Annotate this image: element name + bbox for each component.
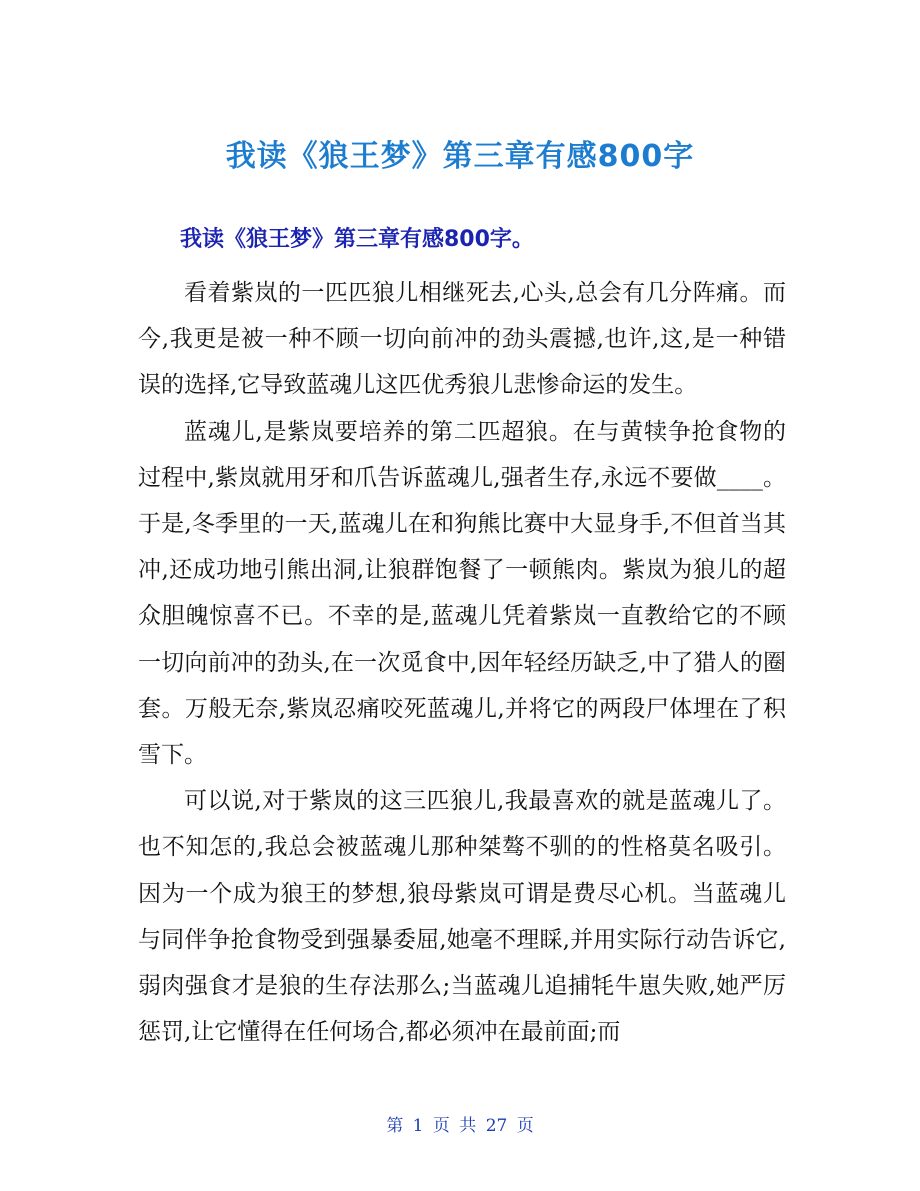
subtitle: 我读《狼王梦》第三章有感800字。 [180,227,534,252]
page-number-footer: 第 1 页 共 27 页 [386,1116,534,1136]
paragraph: 看着紫岚的一匹匹狼儿相继死去,心头,总会有几分阵痛。而今,我更是被一种不顾一切向前冲的劲头震撼,也许,这,是一种错误的选择,它导致蓝魂儿这匹优秀狼儿悲惨命运的发生。 [138,280,786,399]
paragraph: 可以说,对于紫岚的这三匹狼儿,我最喜欢的就是蓝魂儿了。也不知怎的,我总会被蓝魂儿那种桀骜不驯的的性格莫名吸引。因为一个成为狼王的梦想,狼母紫岚可谓是费尽心机。当蓝魂儿与同伴争抢食物受到强暴委屈,她毫不理睬,并用实际行动告诉它,弱肉强食才是狼的生存法那么;当蓝魂儿追捕牦牛崽失败,她严厉惩罚,让它懂得在任何场合,都必须冲在最前面;而 [138,788,786,1046]
article-body [138,270,786,1055]
paragraph: 蓝魂儿,是紫岚要培养的第二匹超狼。在与黄犊争抢食物的过程中,紫岚就用牙和爪告诉蓝魂儿,强者生存,永远不要做____。于是,冬季里的一天,蓝魂儿在和狗熊比赛中大显身手,不但首当其冲,还成功地引熊出洞,让狼群饱餐了一顿熊肉。紫岚为狼儿的超众胆魄惊喜不已。不幸的是,蓝魂儿凭着紫岚一直教给它的不顾一切向前冲的劲头,在一次觅食中,因年轻经历缺乏,中了猎人的圈套。万般无奈,紫岚忍痛咬死蓝魂儿,并将它的两段尸体埋在了积雪下。 [138,418,786,769]
page-title: 我读《狼王梦》第三章有感800字 [225,139,695,175]
